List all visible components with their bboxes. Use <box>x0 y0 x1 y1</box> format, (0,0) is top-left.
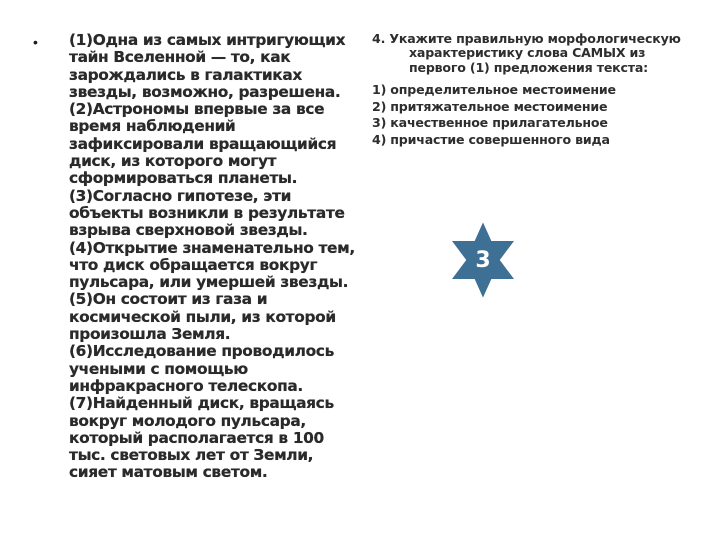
question-title-line-1: 4. Укажите правильную морфологическую <box>372 31 681 46</box>
question-title-line-2: характеристику слова САМЫХ из <box>409 45 646 61</box>
answer-option-3: 3) качественное прилагательное <box>372 115 608 130</box>
answer-options <box>372 82 702 148</box>
question-title-line-3: первого (1) предложения текста: <box>409 59 649 75</box>
bullet-marker: • <box>33 34 38 50</box>
question-title <box>372 32 702 75</box>
badge-number: 3 <box>475 247 491 273</box>
answer-option-2: 2) притяжательное местоимение <box>372 98 608 114</box>
answer-option-4: 4) причастие совершенного вида <box>372 131 610 147</box>
answer-badge <box>445 218 521 302</box>
answer-option-1: 1) определительное местоимение <box>372 82 616 97</box>
passage-text: (1)Одна из самых интригующих тайн Вселенной — то, как зарождались в галактиках звезды, возможно, разрешена. (2)Астрономы впервые за все время наблюдений зафиксировали вращающийся диск, из которого могут сформироваться планеты. (3)Согласно гипотезе, эти объекты возникли в результате взрыва сверхновой звезды. (4)Открытие знаменательно тем, что диск обращается вокруг пульсара, или умершей звезды. (5)Он состоит из газа и космической пыли, из которой произошла Земля. (6)Исследование проводилось учеными с помощью инфракрасного телескопа. (7)Найденный диск, вращаясь вокруг молодого пульсара, который располагается в 100 тыс. световых лет от Земли, сияет матовым светом. <box>69 31 355 482</box>
